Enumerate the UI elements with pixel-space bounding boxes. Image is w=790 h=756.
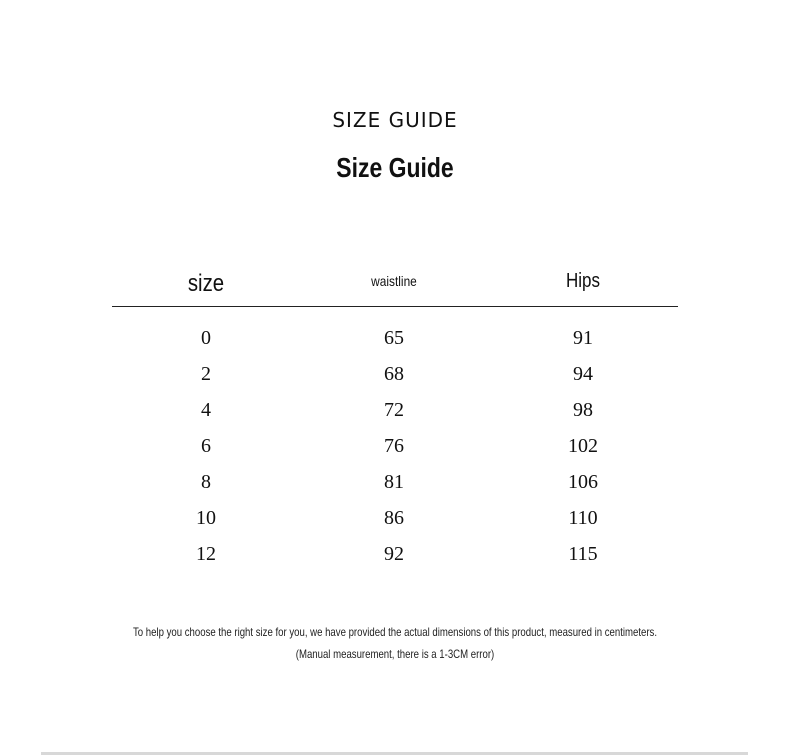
cell-hips: 94: [573, 363, 593, 385]
cell-waistline: 65: [384, 327, 404, 349]
page-subtitle: Size Guide: [336, 152, 454, 183]
table-row: [112, 320, 678, 356]
table-row: [112, 428, 678, 464]
cell-hips: 110: [568, 507, 598, 529]
cell-hips: 98: [573, 399, 593, 421]
size-table-header: [112, 262, 678, 307]
cell-waistline: 92: [384, 543, 404, 565]
cell-waistline: 72: [384, 399, 404, 421]
cell-size: 4: [201, 399, 211, 421]
cell-size: 12: [196, 543, 216, 565]
cell-size: 0: [201, 327, 211, 349]
cell-size: 6: [201, 435, 211, 457]
table-row: [112, 500, 678, 536]
measurement-error-note: (Manual measurement, there is a 1-3CM error): [295, 647, 495, 661]
table-row: [112, 356, 678, 392]
cell-size: 2: [201, 363, 211, 385]
table-row: [112, 392, 678, 428]
table-row: [112, 464, 678, 500]
size-table-body: [112, 320, 678, 572]
cell-waistline: 76: [384, 435, 404, 457]
cell-waistline: 81: [384, 471, 404, 493]
cell-size: 8: [201, 471, 211, 493]
column-header-waistline: waistline: [371, 273, 417, 289]
cell-size: 10: [196, 507, 216, 529]
column-header-size: size: [187, 270, 225, 297]
cell-hips: 106: [568, 471, 598, 493]
cell-hips: 115: [568, 543, 598, 565]
table-row: [112, 536, 678, 572]
cell-waistline: 86: [384, 507, 404, 529]
cell-waistline: 68: [384, 363, 404, 385]
cell-hips: 102: [568, 435, 598, 457]
measurement-note: To help you choose the right size for you, we have provided the actual dimensions of this product, measured in centimeters.: [132, 625, 658, 639]
page-title: SIZE GUIDE: [332, 108, 458, 132]
cell-hips: 91: [573, 327, 593, 349]
bottom-divider: [41, 752, 748, 755]
column-header-hips: Hips: [565, 270, 600, 292]
